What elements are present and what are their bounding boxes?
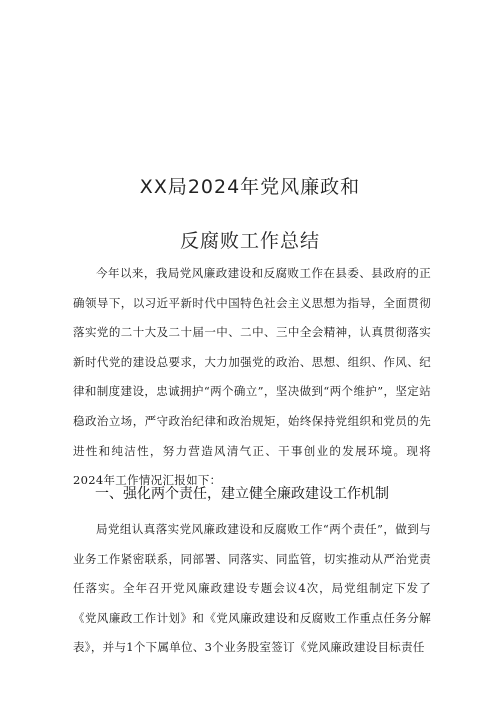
document-title-line-1: XX局2024年党风廉政和 bbox=[139, 176, 361, 198]
intro-paragraph: 今年以来，我局党风廉政建设和反腐败工作在县委、县政府的正确领导下，以习近平新时代中国特色社会主义思想为指导，全面贯彻落实党的二十大及二十届一中、二中、三中全会精神，认真贯彻落实新时代党的建设总要求，大力加强党的政治、思想、组织、作风、纪律和制度建设，忠诚拥护“两个确立”，坚决做到“两个维护”，坚定站稳政治立场，严守政治纪律和政治规矩，始终保持党组织和党员的先进性和纯洁性，努力营造风清气正、干事创业的发展环境。现将2024年工作情况汇报如下： bbox=[73, 266, 431, 488]
section-1-paragraph: 局党组认真落实党风廉政建设和反腐败工作“两个责任”，做到与业务工作紧密联系，同部署、同落实、同监管，切实推动从严治党责任落实。全年召开党风廉政建设专题会议4次，局党组制定下发了《党风廉政工作计划》和《党风廉政建设和反腐败工作重点任务分解表》，并与1个下属单位、3个业务股室签订《党风廉政建设目标责任 bbox=[73, 522, 431, 655]
section-1-heading: 一、强化两个责任，建立健全廉政建设工作机制 bbox=[95, 486, 389, 502]
document-title-line-2: 反腐败工作总结 bbox=[179, 230, 320, 252]
